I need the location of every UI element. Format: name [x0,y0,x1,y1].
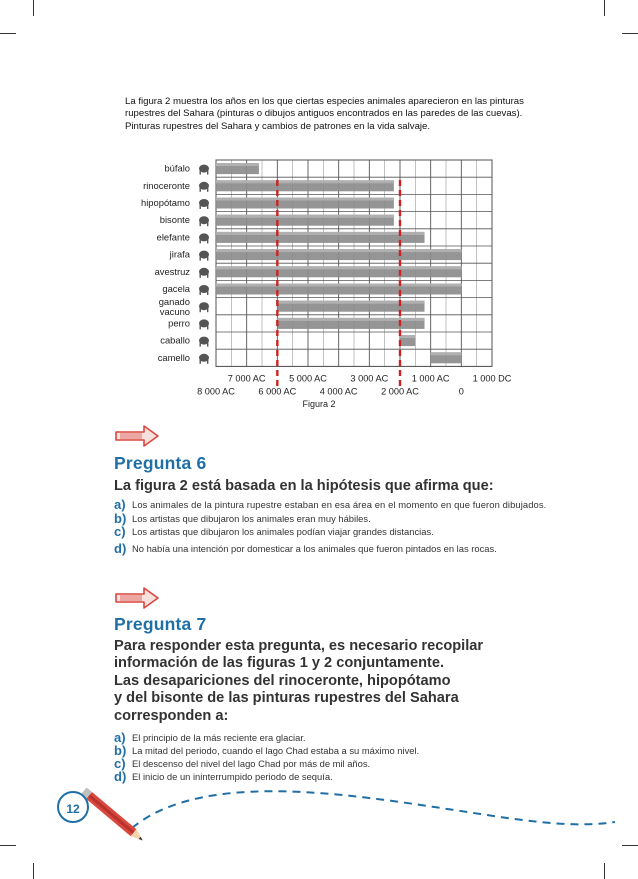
option-letter: a) [114,730,126,745]
x-tick-label: 4 000 AC [319,386,358,397]
bar-highlight [216,198,394,201]
q7-option-c[interactable] [114,757,554,770]
q6-option-d[interactable] [114,542,554,555]
q6-stem: La figura 2 está basada en la hipótesis que afirma que: [114,478,494,494]
figure-2-chart [0,0,638,400]
red-arrow-icon [114,424,160,448]
option-letter: d) [114,769,127,784]
option-text: No había una intención por domesticar a los animales que fueron pintados en las rocas. [132,543,497,554]
icon-leg [200,291,201,295]
icon-leg [200,171,201,175]
icon-leg [207,291,208,295]
x-tick-label: 6 000 AC [258,386,297,397]
x-tick-label: 0 [458,386,464,397]
icon-leg [207,188,208,192]
icon-leg [200,274,201,278]
footer-decoration [0,770,638,850]
pencil-icon [81,788,146,844]
option-text: Los artistas que dibujaron los animales podían viajar grandes distancias. [132,526,434,537]
x-tick-label: 3 000 AC [350,373,389,384]
icon-leg [200,188,201,192]
icon-leg [207,239,208,243]
category-label: rinoceronte [143,179,190,191]
icon-leg [207,257,208,261]
q7-stem-line: y del bisonte de las pinturas rupestres del Sahara [114,690,459,707]
bar-highlight [216,266,461,269]
x-tick-label: 8 000 AC [197,386,235,397]
icon-leg [207,360,208,364]
icon-leg [200,343,201,347]
option-letter: c) [114,524,126,539]
icon-leg [207,325,208,329]
bar-highlight [277,301,424,304]
category-label: búfalo [164,162,190,174]
q7-stem [114,638,554,725]
category-label: gacela [162,283,190,294]
icon-leg [200,222,201,226]
crop-mark [604,863,605,879]
category-label: camello [157,351,190,363]
x-tick-label: 7 000 AC [227,373,266,384]
option-letter: b) [114,511,127,526]
q7-stem-line: Para responder esta pregunta, es necesario recopilar [114,638,484,654]
option-text: La mitad del periodo, cuando el lago Chad estaba a su máximo nivel. [132,745,420,756]
bar-highlight [216,163,259,166]
q7-option-a[interactable] [114,731,554,744]
icon-leg [207,222,208,226]
q6-options [114,498,554,555]
intro-paragraph: La figura 2 muestra los años en los que ciertas especies animales aparecieron en las pinturas rupestres del Sahara (pinturas o dibujos antiguos encontrados en las paredes de las cuevas). [125,96,524,119]
x-tick-label: 1 000 DC [472,373,512,384]
x-tick-label: 5 000 AC [289,373,327,384]
bar-highlight [277,318,424,321]
option-text: El inicio de un ininterrumpido periodo de sequía. [132,771,333,782]
option-text: Los artistas que dibujaron los animales eran muy hábiles. [132,513,371,524]
bar-highlight [216,215,394,218]
q6-option-c[interactable] [114,525,554,538]
q7-stem-line: Las desapariciones del rinoceronte, hipopótamo [114,672,451,689]
icon-leg [200,360,201,364]
q7-title: Pregunta 7 [114,614,207,634]
dashed-wave-line [132,791,615,828]
q7-stem-line: información de las figuras 1 y 2 conjuntamente. [114,655,445,672]
crop-mark [33,863,34,879]
q7-option-b[interactable] [114,744,554,757]
icon-leg [207,343,208,347]
bar-highlight [216,180,394,183]
category-label: jirafa [169,248,190,260]
chart-title: Pinturas rupestres del Sahara y cambios de patrones en la vida salvaje. [125,121,431,132]
q6-option-a[interactable] [114,498,554,511]
page-number: 12 [57,791,89,823]
category-label: bisonte [159,214,190,226]
icon-leg [207,205,208,209]
category-label: caballo [160,334,190,346]
option-text: El descenso del nivel del lago Chad por más de mil años. [132,758,371,769]
bar-highlight [216,284,461,287]
category-label: avestruz [154,265,190,277]
icon-leg [200,308,201,312]
option-letter: a) [114,497,126,512]
icon-leg [207,171,208,175]
x-tick-label: 2 000 AC [381,386,419,397]
q6-title: Pregunta 6 [114,453,207,473]
icon-leg [200,205,201,209]
bar-highlight [431,352,462,355]
option-text: Los animales de la pintura rupestre estaban en esa área en el momento en que fueron dibujados. [132,499,547,510]
bar-highlight [216,232,425,235]
icon-leg [200,325,201,329]
icon-leg [200,239,201,243]
red-arrow-icon [114,586,160,610]
icon-leg [207,274,208,278]
option-letter: b) [114,743,127,758]
option-letter: c) [114,756,126,771]
category-label: perro [168,317,190,329]
category-label: elefante [156,231,190,243]
category-label: hipopótamo [141,197,190,208]
x-tick-label: 1 000 AC [411,373,450,384]
bar-highlight [216,249,461,252]
q6-option-b[interactable] [114,512,554,525]
icon-leg [207,308,208,312]
option-letter: d) [114,541,127,556]
icon-leg [200,257,201,261]
q7-stem-line: corresponden a: [114,707,229,724]
figure-caption: Figura 2 [302,399,336,409]
option-text: El principio de la más reciente era glaciar. [132,732,306,743]
bar-highlight [400,335,415,338]
category-label: ganado vacuno [158,296,190,318]
